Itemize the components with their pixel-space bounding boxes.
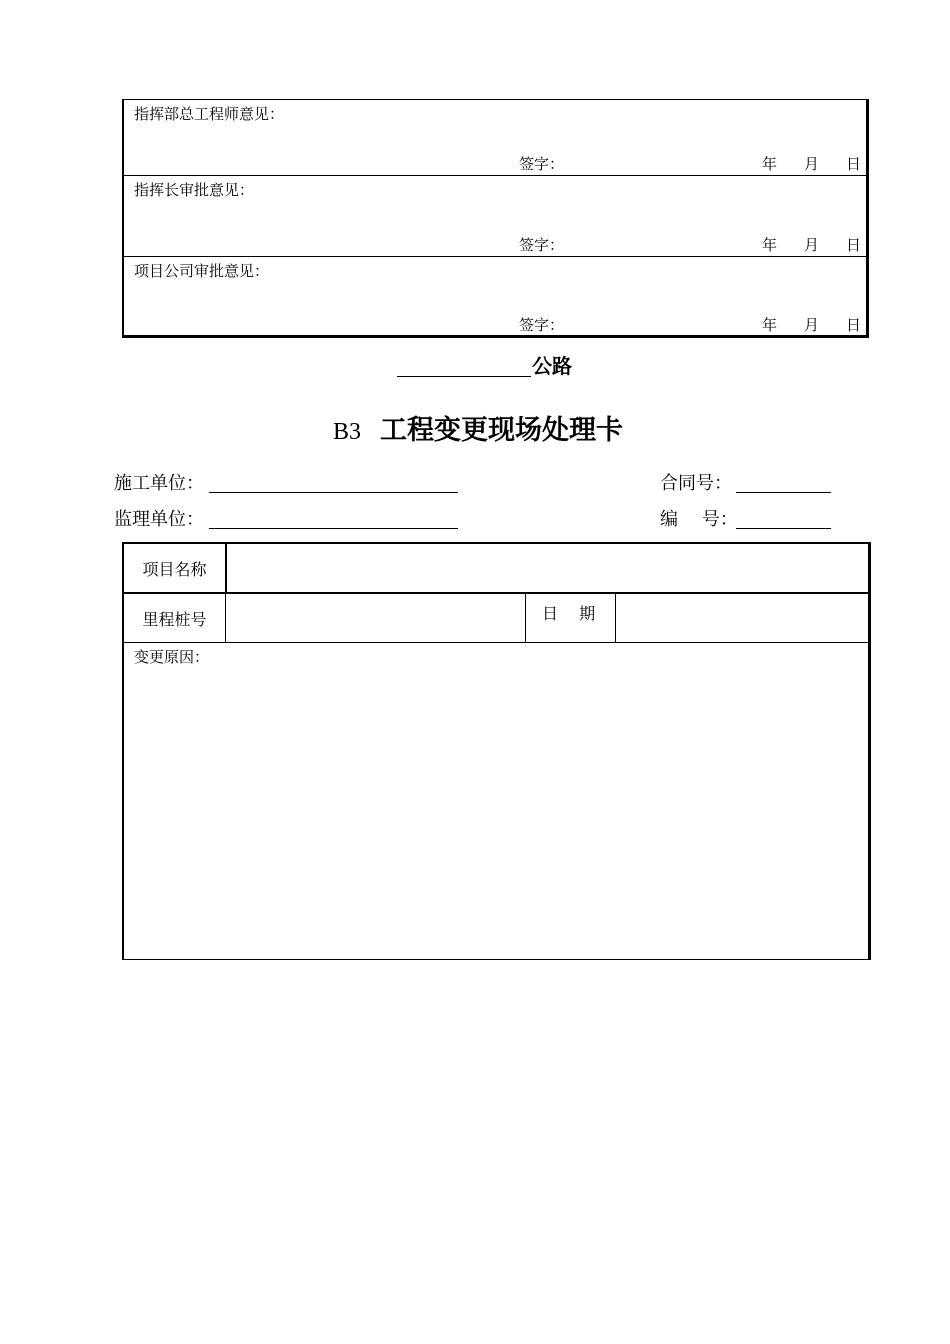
mileage-label: 里程桩号 xyxy=(142,609,207,629)
approval-opinions-table xyxy=(122,99,869,338)
year-label: 年 xyxy=(762,316,778,334)
construction-unit-field[interactable] xyxy=(209,492,458,493)
signature-label: 签字： xyxy=(519,236,565,254)
date-label: 日 期 xyxy=(542,604,596,623)
road-label: 公路 xyxy=(532,354,572,378)
year-label: 年 xyxy=(762,236,778,254)
project-name-field[interactable] xyxy=(227,544,868,592)
date-field[interactable] xyxy=(616,594,868,642)
contract-no-field[interactable] xyxy=(736,492,831,493)
change-card-table xyxy=(122,542,871,960)
day-label: 日 xyxy=(846,155,862,173)
chief-engineer-opinion-label: 指挥部总工程师意见： xyxy=(134,105,285,123)
serial-no-label: 编 号： xyxy=(660,509,738,530)
supervision-unit-field[interactable] xyxy=(209,528,458,529)
contract-no-label: 合同号： xyxy=(660,473,732,494)
commander-opinion-row xyxy=(124,176,866,257)
commander-opinion-label: 指挥长审批意见： xyxy=(134,181,255,199)
project-name-row xyxy=(124,544,868,594)
form-title: 工程变更现场处理卡 xyxy=(380,415,623,446)
project-company-opinion-label: 项目公司审批意见： xyxy=(134,262,270,280)
signature-label: 签字： xyxy=(519,155,565,173)
day-label: 日 xyxy=(846,236,862,254)
month-label: 月 xyxy=(804,316,820,334)
day-label: 日 xyxy=(846,316,862,334)
chief-engineer-opinion-row xyxy=(124,100,866,176)
month-label: 月 xyxy=(804,236,820,254)
road-name-blank[interactable] xyxy=(397,376,531,377)
serial-no-field[interactable] xyxy=(736,528,831,529)
project-name-label: 项目名称 xyxy=(142,559,207,579)
change-reason-label: 变更原因： xyxy=(134,648,210,666)
mileage-date-row xyxy=(124,594,868,643)
month-label: 月 xyxy=(804,155,820,173)
change-reason-field[interactable] xyxy=(124,670,868,959)
project-company-opinion-row xyxy=(124,257,866,336)
supervision-unit-label: 监理单位： xyxy=(114,509,204,530)
form-code: B3 xyxy=(333,419,362,445)
year-label: 年 xyxy=(762,155,778,173)
mileage-field[interactable] xyxy=(226,594,525,642)
column-divider xyxy=(525,594,526,642)
signature-label: 签字： xyxy=(519,316,565,334)
construction-unit-label: 施工单位： xyxy=(114,473,204,494)
